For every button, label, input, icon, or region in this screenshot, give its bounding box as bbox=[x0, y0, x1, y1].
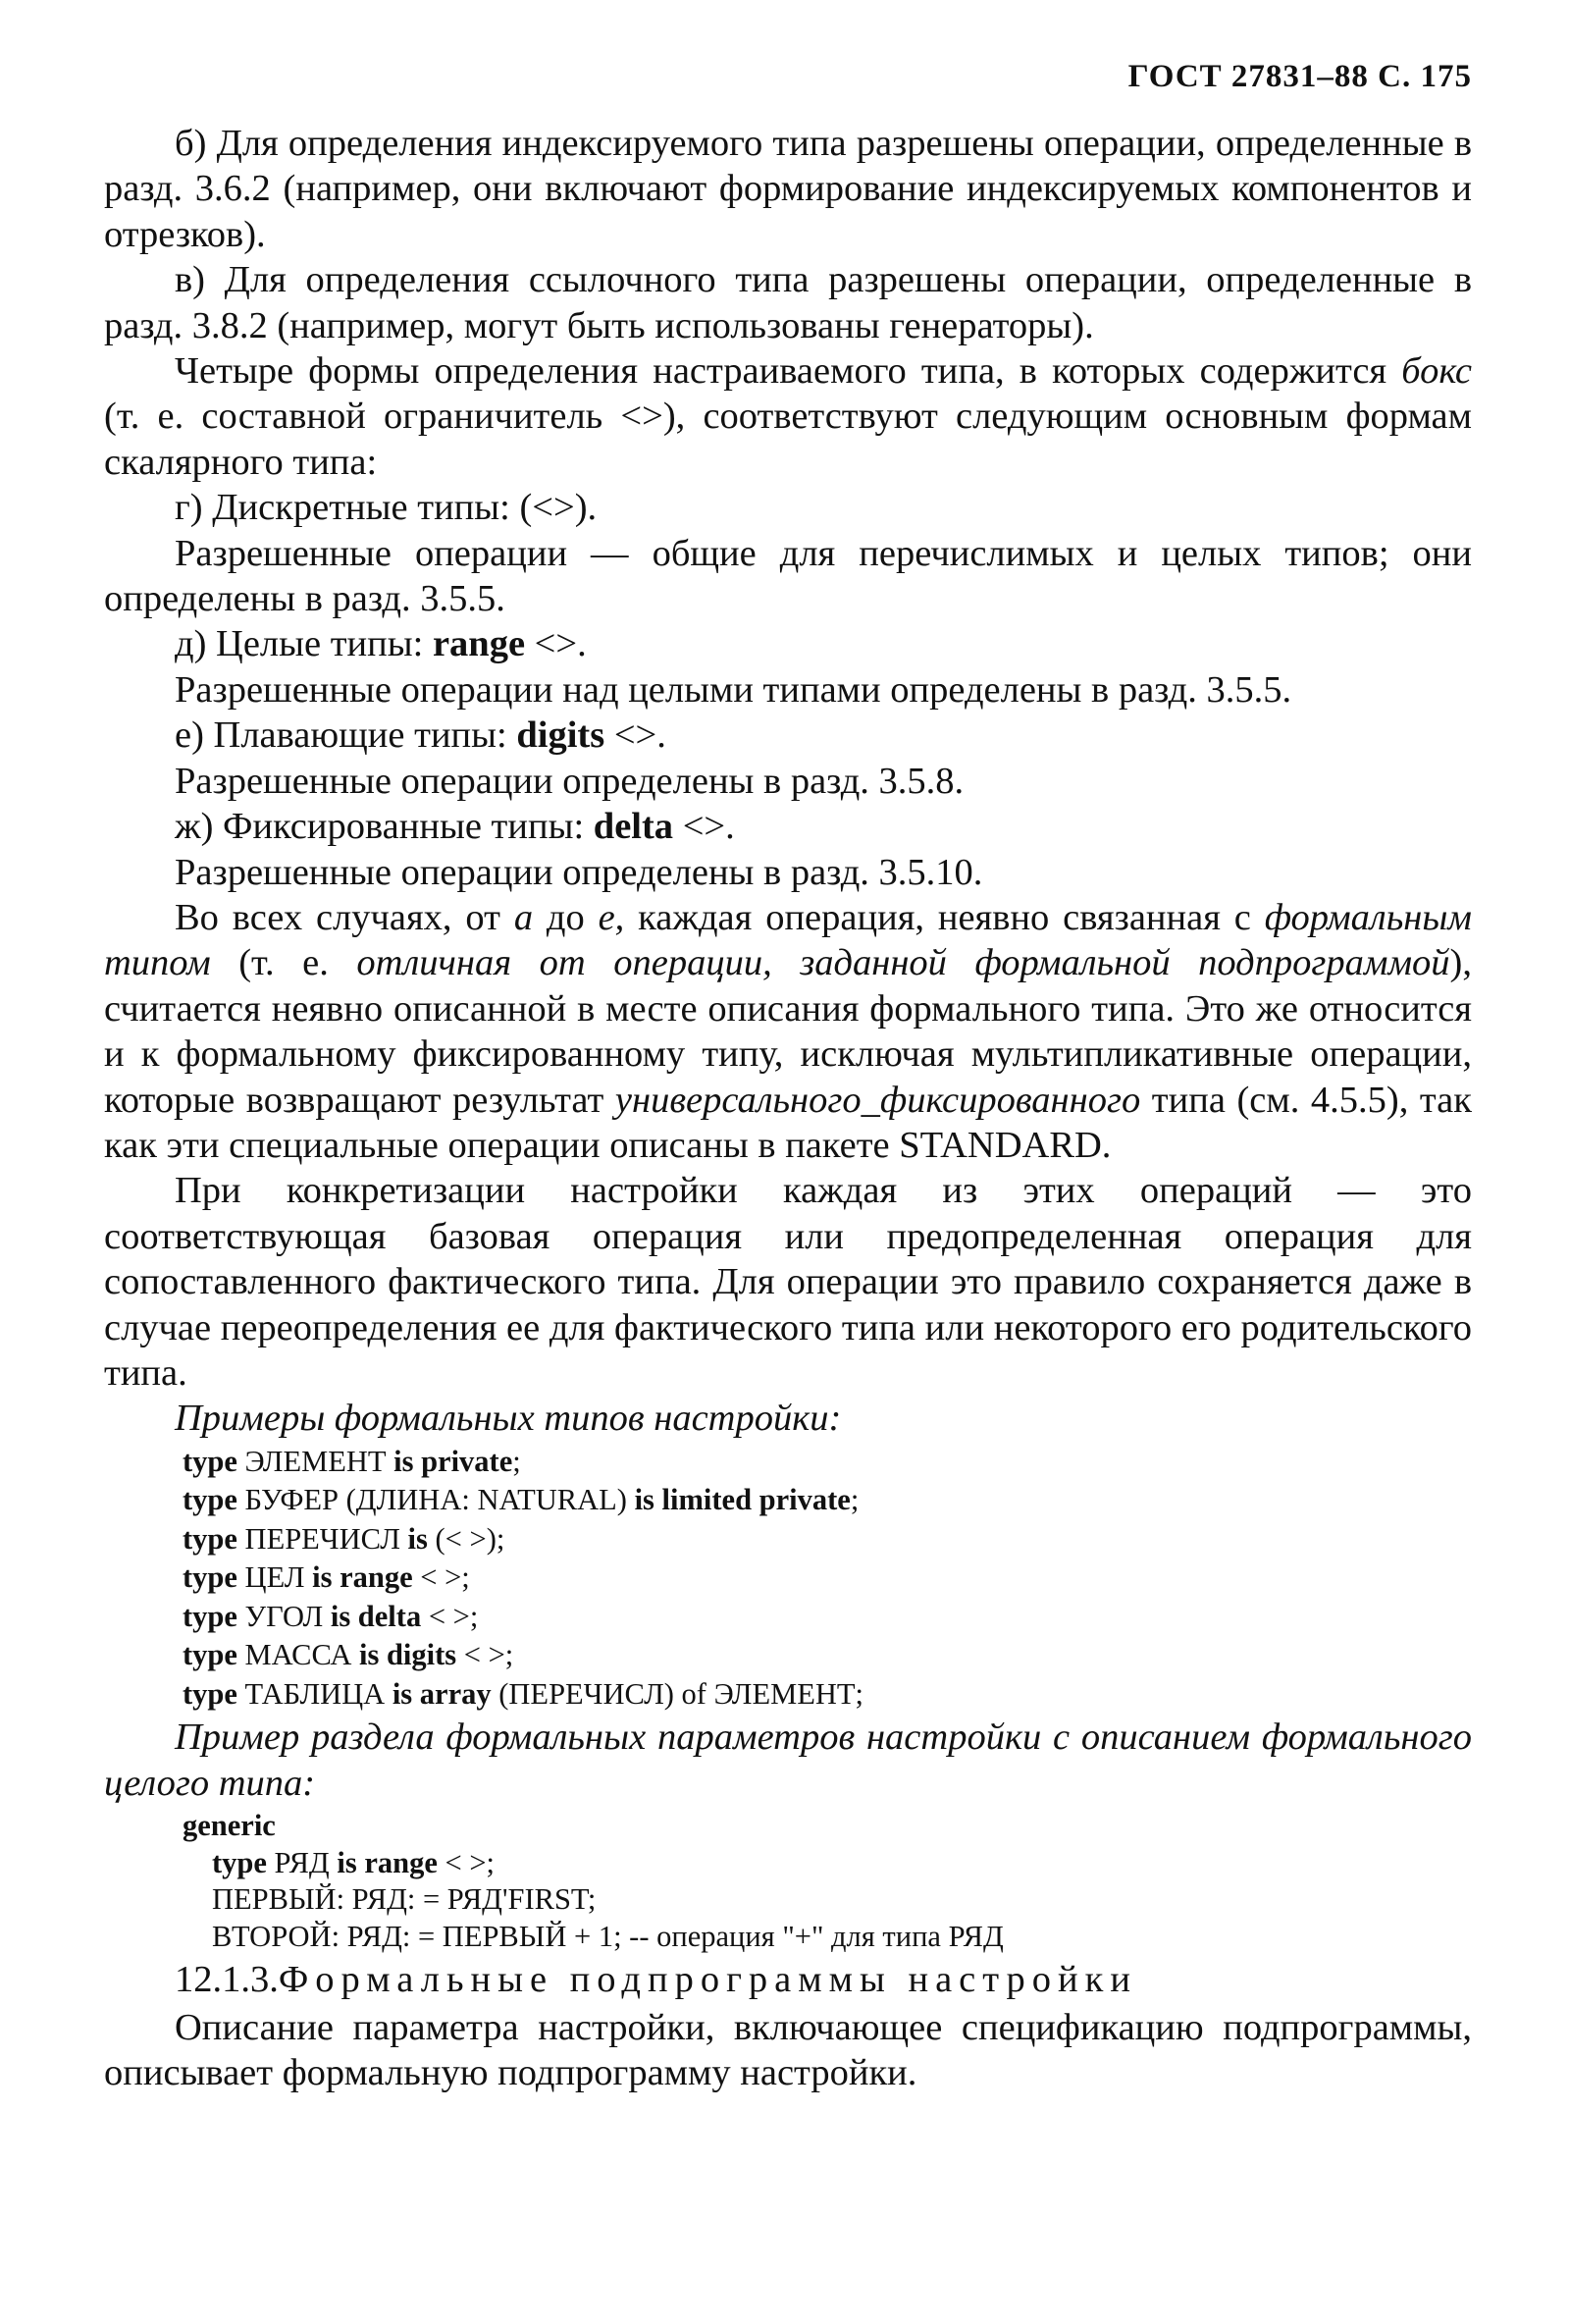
italic-term-box: бокс bbox=[1401, 350, 1472, 393]
code-line: ПЕРВЫЙ: РЯД: = РЯД'FIRST; bbox=[212, 1882, 597, 1917]
keyword: type bbox=[183, 1560, 237, 1595]
item-suffix: <>. bbox=[525, 623, 587, 665]
keyword: type bbox=[183, 1483, 237, 1517]
keyword: is range bbox=[337, 1845, 438, 1879]
text-run: Четыре формы определения настраиваемого типа, в которых содержится bbox=[175, 350, 1402, 393]
paragraph-b: б) Для определения индексируемого типа разрешены операции, определенные в разд. 3.6.2 (например, они включают формирование индексируемых компонентов и отрезков). bbox=[104, 123, 1472, 255]
keyword: range bbox=[432, 623, 526, 665]
keyword: type bbox=[183, 1599, 237, 1633]
document-body bbox=[104, 121, 1472, 2095]
section-number: 12.1.3. bbox=[175, 1959, 279, 2001]
page-header: ГОСТ 27831–88 С. 175 bbox=[1127, 59, 1472, 94]
italic-run: а bbox=[513, 896, 534, 938]
item-prefix: е) Плавающие типы: bbox=[175, 714, 517, 757]
code-text: ; bbox=[850, 1483, 860, 1517]
code-text: < >; bbox=[412, 1560, 470, 1595]
item-e bbox=[104, 713, 1472, 758]
code-line bbox=[104, 1482, 1472, 1519]
code-line: ВТОРОЙ: РЯД: = ПЕРВЫЙ + 1; -- операция "+" для типа РЯД bbox=[212, 1919, 1004, 1953]
code-text: < >; bbox=[437, 1845, 496, 1879]
document-page bbox=[104, 59, 1472, 2277]
code-text: ЭЛЕМЕНТ bbox=[236, 1444, 394, 1478]
text-run: типа (см. 4.5.5), так как эти специальные операции описаны в пакете STANDARD. bbox=[104, 1079, 1472, 1166]
item-g-description: Разрешенные операции — общие для перечислимых и целых типов; они определены в разд. 3.5.5. bbox=[104, 532, 1472, 620]
text-run: Во всех случаях, от bbox=[175, 896, 514, 938]
code-line bbox=[104, 1559, 1472, 1597]
item-zh-description: Разрешенные операции определены в разд. 3.5.10. bbox=[175, 851, 983, 893]
item-d-description: Разрешенные операции над целыми типами определены в разд. 3.5.5. bbox=[175, 668, 1292, 711]
keyword: is delta bbox=[330, 1599, 422, 1633]
section-title: Формальные подпрограммы настройки bbox=[278, 1959, 1137, 2001]
code-text: (< >); bbox=[427, 1521, 505, 1556]
italic-run: универсального_фиксированного bbox=[614, 1079, 1141, 1121]
section-heading bbox=[104, 1957, 1472, 2002]
code-text: ТАБЛИЦА bbox=[236, 1676, 392, 1711]
text-run: каждая операция, неявно связанная с bbox=[624, 896, 1265, 938]
code-text: < >; bbox=[456, 1638, 514, 1672]
paragraph-instantiation: При конкретизации настройки каждая из этих операций — это соответствующая базовая операция или предопределенная операция для сопоставленного фактического типа. Для операции это правило сохраняется даже в случае переопределения ее для фактического типа или некоторого его родительского типа. bbox=[104, 1170, 1472, 1394]
italic-run: формальным типом bbox=[104, 896, 1472, 984]
code-text: УГОЛ bbox=[236, 1599, 331, 1633]
code-text: БУФЕР (ДЛИНА: NATURAL) bbox=[236, 1483, 635, 1517]
code-text: РЯД bbox=[266, 1845, 338, 1879]
item-d bbox=[104, 621, 1472, 666]
text-run: ), считается неявно описанной в месте описания формального типа. Это же относится и к формальному фиксированному типу, исключая мультипликативные операции, которые возвращают результат bbox=[104, 942, 1472, 1121]
code-text: ЦЕЛ bbox=[236, 1560, 313, 1595]
text-run: (т. е. bbox=[210, 942, 357, 984]
keyword: digits bbox=[516, 714, 605, 757]
keyword: is limited private bbox=[634, 1483, 851, 1517]
item-g: г) Дискретные типы: (<>). bbox=[175, 487, 598, 529]
code-line bbox=[104, 1521, 1472, 1558]
italic-run: е, bbox=[598, 896, 625, 938]
text-run: (т. е. составной ограничитель <>), соответствуют следующим основным формам скалярного типа: bbox=[104, 396, 1472, 483]
item-suffix: <>. bbox=[673, 806, 735, 848]
code-text: ; bbox=[512, 1444, 521, 1478]
examples-code-block bbox=[104, 1444, 1472, 1714]
code-line bbox=[104, 1676, 1472, 1714]
examples-title: Примеры формальных типов настройки: bbox=[175, 1398, 842, 1440]
keyword: delta bbox=[593, 806, 674, 848]
code-text: МАССА bbox=[236, 1638, 359, 1672]
item-suffix: <>. bbox=[604, 714, 666, 757]
item-zh bbox=[104, 804, 1472, 849]
keyword: is range bbox=[312, 1560, 413, 1595]
item-prefix: ж) Фиксированные типы: bbox=[175, 806, 594, 848]
code-line bbox=[104, 1599, 1472, 1636]
paragraph-all-cases bbox=[104, 895, 1472, 1168]
text-run: до bbox=[533, 896, 599, 938]
code-line-generic: generic bbox=[183, 1809, 276, 1843]
code-line bbox=[104, 1637, 1472, 1674]
keyword: type bbox=[183, 1676, 237, 1711]
paragraph-last: Описание параметра настройки, включающее спецификацию подпрограммы, описывает формальную подпрограмму настройки. bbox=[104, 2006, 1472, 2093]
code-text: ПЕРЕЧИСЛ bbox=[236, 1521, 408, 1556]
example2-title: Пример раздела формальных параметров настройки с описанием формального целого типа: bbox=[104, 1717, 1472, 1804]
keyword: type bbox=[183, 1444, 237, 1478]
keyword: type bbox=[183, 1521, 237, 1556]
code-line bbox=[104, 1444, 1472, 1481]
generic-code-block bbox=[104, 1808, 1472, 1955]
keyword: is bbox=[407, 1521, 428, 1556]
keyword: is digits bbox=[359, 1638, 457, 1672]
code-line bbox=[183, 1845, 1472, 1882]
italic-run: отличная от операции, заданной формальной подпрограммой bbox=[356, 942, 1450, 984]
item-prefix: д) Целые типы: bbox=[175, 623, 433, 665]
paragraph-four-forms bbox=[104, 348, 1472, 485]
keyword: is array bbox=[392, 1676, 492, 1711]
keyword: is private bbox=[393, 1444, 513, 1478]
item-e-description: Разрешенные операции определены в разд. 3.5.8. bbox=[175, 760, 965, 802]
code-text: (ПЕРЕЧИСЛ) of ЭЛЕМЕНТ; bbox=[491, 1676, 863, 1711]
paragraph-v: в) Для определения ссылочного типа разрешены операции, определенные в разд. 3.8.2 (например, могут быть использованы генераторы). bbox=[104, 259, 1472, 346]
code-text: < >; bbox=[421, 1599, 479, 1633]
keyword: type bbox=[183, 1638, 237, 1672]
keyword: type bbox=[212, 1845, 267, 1879]
